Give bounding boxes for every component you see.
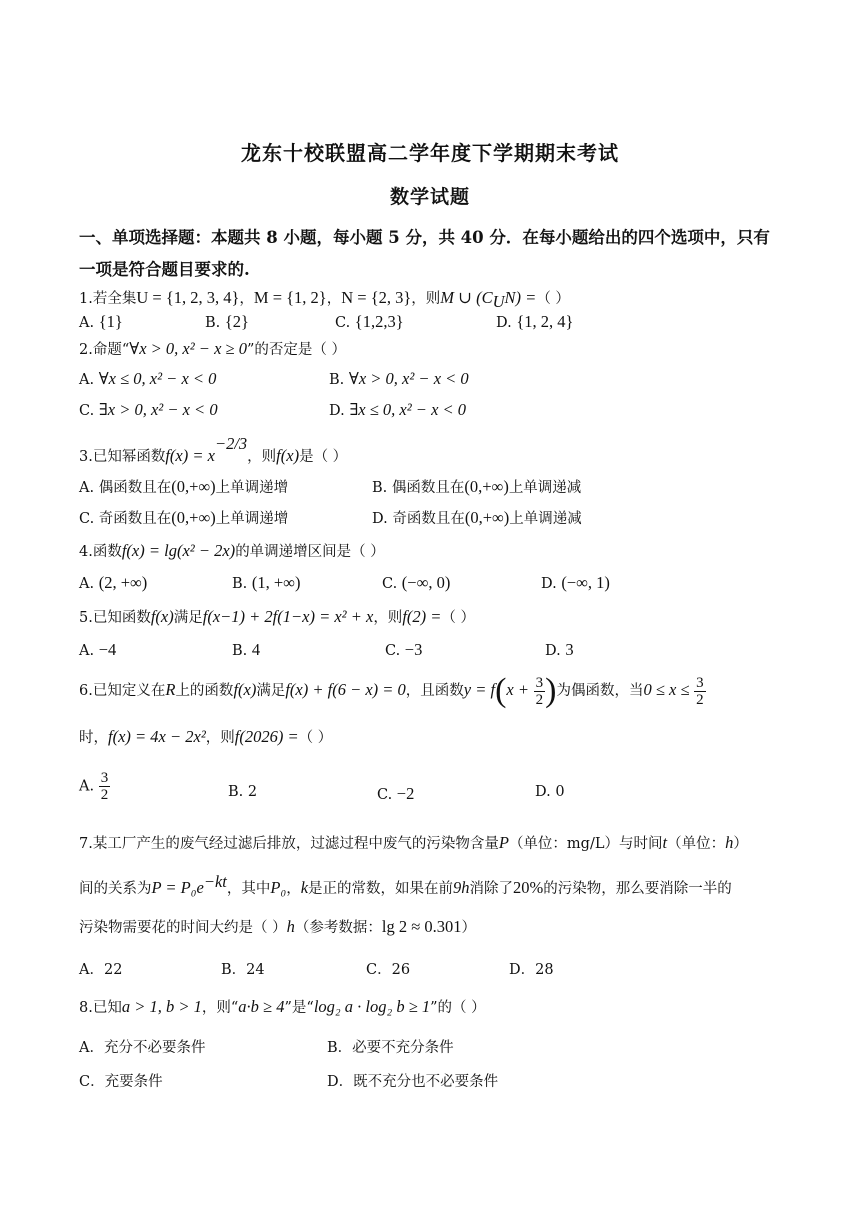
question-5-option-d: D. 3: [545, 640, 574, 659]
question-2-option-d: D. ∃x ≤ 0, x² − x < 0: [329, 400, 467, 419]
question-6-option-d: D. 0: [535, 784, 565, 800]
question-2-stem: 2.命题“∀x > 0, x² − x ≥ 0”的否定是（ ）: [79, 339, 346, 358]
question-4-stem: 4.函数f(x) = lg(x² − 2x)的单调递增区间是（ ）: [79, 541, 385, 560]
section-heading: 一、单项选择题：本题共 8 小题，每小题 5 分，共 40 分．在每小题给出的四个选项中，只有一项是符合题目要求的.: [79, 228, 770, 279]
question-7-option-a: A．22: [79, 962, 123, 978]
question-6-option-b: B. 2: [228, 784, 258, 800]
question-5-option-c: C. −3: [385, 640, 423, 659]
question-3-option-b: B. 偶函数且在(0,+∞)上单调递减: [372, 477, 582, 496]
question-3-option-d: D. 奇函数且在(0,+∞)上单调递减: [372, 508, 582, 527]
question-5-option-b: B. 4: [232, 640, 261, 659]
question-3-option-a: A. 偶函数且在(0,+∞)上单调递增: [79, 477, 289, 496]
question-8-option-b: B．必要不充分条件: [327, 1040, 454, 1056]
question-7-option-d: D．28: [509, 962, 554, 978]
question-2-option-b: B. ∀x > 0, x² − x < 0: [329, 369, 469, 388]
question-6-option-c: C. −2: [377, 784, 415, 803]
question-2-option-a: A. ∀x ≤ 0, x² − x < 0: [79, 369, 217, 388]
question-1-stem: 1.若全集U = {1, 2, 3, 4}，M = {1, 2}，N = {2, 3}，则M ∪ $(C_UN)$ =（ ）: [79, 288, 570, 311]
question-7-option-b: B．24: [221, 962, 265, 978]
question-1-option-d: D. {1, 2, 4}: [496, 312, 574, 331]
question-4-option-a: A. (2, +∞): [79, 573, 148, 592]
question-2-option-c: C. ∃x > 0, x² − x < 0: [79, 400, 218, 419]
question-7-line-2: 间的关系为$P = P_0e^{-kt}$，其中P₀，k是正的常数，如果在前9h消除了20%的污染物，那么要消除一半的: [79, 872, 732, 897]
question-3-stem: 3.已知幂函数$f(x) = x^{-2/3}$，则f(x)是（ ）: [79, 434, 348, 465]
question-7-option-c: C．26: [366, 962, 411, 978]
question-1-option-b: B. {2}: [205, 312, 249, 331]
question-4-option-b: B. (1, +∞): [232, 573, 301, 592]
question-3-option-c: C. 奇函数且在(0,+∞)上单调递增: [79, 508, 289, 527]
question-1-option-a: A. {1}: [79, 312, 123, 331]
question-8-option-c: C．充要条件: [79, 1074, 163, 1090]
question-5-option-a: A. −4: [79, 640, 117, 659]
question-8-option-a: A．充分不必要条件: [79, 1040, 206, 1056]
question-7-line-3: 污染物需要花的时间大约是（ ）h（参考数据：lg 2 ≈ 0.301）: [79, 917, 476, 936]
question-5-stem: 5.已知函数f(x)满足f(x−1) + 2f(1−x) = x² + x，则f(2) =（ ）: [79, 607, 476, 626]
question-4-option-c: C. (−∞, 0): [382, 573, 451, 592]
page-subtitle: 数学试题: [389, 186, 470, 208]
question-6-stem: 6.已知定义在R上的函数f(x)满足f(x) + f(6 − x) = 0，且函数y = f(x + $\frac{3}{2}$ )为偶函数，当0 ≤ x ≤ $\frac{3}{2}$: [79, 672, 704, 709]
question-7-line-1: 7.某工厂产生的废气经过滤后排放，过滤过程中废气的污染物含量P（单位：mg/L）与时间t（单位：h）: [79, 833, 748, 852]
question-4-option-d: D. (−∞, 1): [541, 573, 610, 592]
question-8-option-d: D．既不充分也不必要条件: [327, 1074, 499, 1090]
question-8-stem: 8.已知a > 1, b > 1，则“a·b ≥ 4”是“log₂ a · log₂ b ≥ 1”的（ ）: [79, 997, 486, 1016]
question-6-stem-line2: 时，f(x) = 4x − 2x²，则f(2026) =（ ）: [79, 727, 333, 746]
page-title: 龙东十校联盟高二学年度下学期期末考试: [241, 141, 619, 165]
question-1-option-c: C. {1,2,3}: [335, 312, 404, 331]
question-6-option-a: A. $\frac{3}{2}$: [79, 770, 109, 803]
